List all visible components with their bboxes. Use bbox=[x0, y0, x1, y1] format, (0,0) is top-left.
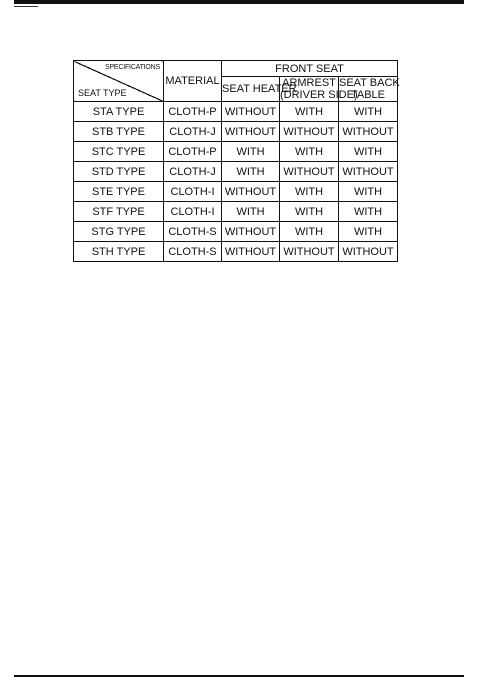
table-row bbox=[74, 202, 398, 222]
cell-seat-type: STA TYPE bbox=[74, 102, 164, 122]
armrest-header bbox=[280, 77, 358, 102]
cell-seat-type: STF TYPE bbox=[74, 202, 164, 222]
cell-armrest: WITHOUT bbox=[280, 242, 339, 262]
cell-seat-heater: WITHOUT bbox=[222, 122, 280, 142]
cell-seat-type: STB TYPE bbox=[74, 122, 164, 142]
cell-material: CLOTH-S bbox=[164, 242, 222, 262]
cell-armrest: WITH bbox=[280, 102, 339, 122]
table-row bbox=[74, 142, 398, 162]
cell-seat-heater: WITHOUT bbox=[222, 222, 280, 242]
seat-heater-header: SEAT HEATER bbox=[222, 77, 280, 102]
cell-seat-back-table: WITHOUT bbox=[339, 242, 398, 262]
cell-material: CLOTH-J bbox=[164, 162, 222, 182]
seat-specification-table bbox=[73, 60, 398, 262]
cell-seat-back-table: WITH bbox=[339, 202, 398, 222]
seat-back-header-line1: SEAT BACK bbox=[339, 77, 400, 89]
table-row bbox=[74, 242, 398, 262]
cell-material: CLOTH-S bbox=[164, 222, 222, 242]
cell-seat-back-table: WITHOUT bbox=[339, 162, 398, 182]
cell-armrest: WITHOUT bbox=[280, 162, 339, 182]
front-seat-header: FRONT SEAT bbox=[222, 61, 398, 77]
cell-seat-type: STD TYPE bbox=[74, 162, 164, 182]
cell-seat-type: STC TYPE bbox=[74, 142, 164, 162]
bottom-rule bbox=[14, 675, 464, 677]
cell-seat-heater: WITH bbox=[222, 202, 280, 222]
cell-armrest: WITH bbox=[280, 202, 339, 222]
header-row-top bbox=[74, 61, 398, 77]
cell-seat-back-table: WITH bbox=[339, 222, 398, 242]
corner-label-seat-type: SEAT TYPE bbox=[78, 88, 127, 98]
table-row bbox=[74, 162, 398, 182]
cell-armrest: WITH bbox=[280, 142, 339, 162]
table-row bbox=[74, 102, 398, 122]
table-row bbox=[74, 222, 398, 242]
cell-material: CLOTH-J bbox=[164, 122, 222, 142]
cell-seat-heater: WITH bbox=[222, 162, 280, 182]
cell-armrest: WITH bbox=[280, 222, 339, 242]
cell-seat-type: STE TYPE bbox=[74, 182, 164, 202]
corner-label-specifications: SPECIFICATIONS bbox=[104, 64, 160, 71]
seat-back-header-line2: TABLE bbox=[350, 89, 386, 101]
top-rule bbox=[14, 0, 464, 4]
table-row bbox=[74, 182, 398, 202]
table-row bbox=[74, 122, 398, 142]
cell-armrest: WITHOUT bbox=[280, 122, 339, 142]
top-rule-tick bbox=[14, 6, 38, 7]
cell-material: CLOTH-I bbox=[164, 202, 222, 222]
cell-seat-back-table: WITH bbox=[339, 182, 398, 202]
cell-seat-type: STH TYPE bbox=[74, 242, 164, 262]
cell-material: CLOTH-I bbox=[164, 182, 222, 202]
armrest-header-line1: ARMREST bbox=[282, 77, 336, 89]
cell-seat-back-table: WITH bbox=[339, 142, 398, 162]
cell-seat-heater: WITHOUT bbox=[222, 102, 280, 122]
cell-armrest: WITH bbox=[280, 182, 339, 202]
cell-seat-heater: WITHOUT bbox=[222, 182, 280, 202]
armrest-header-line2: (DRIVER SIDE) bbox=[280, 89, 358, 101]
cell-seat-type: STG TYPE bbox=[74, 222, 164, 242]
table-body bbox=[74, 61, 398, 262]
cell-seat-back-table: WITHOUT bbox=[339, 122, 398, 142]
cell-seat-heater: WITH bbox=[222, 142, 280, 162]
cell-seat-back-table: WITH bbox=[339, 102, 398, 122]
cell-material: CLOTH-P bbox=[164, 142, 222, 162]
cell-material: CLOTH-P bbox=[164, 102, 222, 122]
cell-seat-heater: WITHOUT bbox=[222, 242, 280, 262]
corner-cell bbox=[74, 61, 164, 102]
material-header: MATERIAL bbox=[164, 61, 222, 102]
